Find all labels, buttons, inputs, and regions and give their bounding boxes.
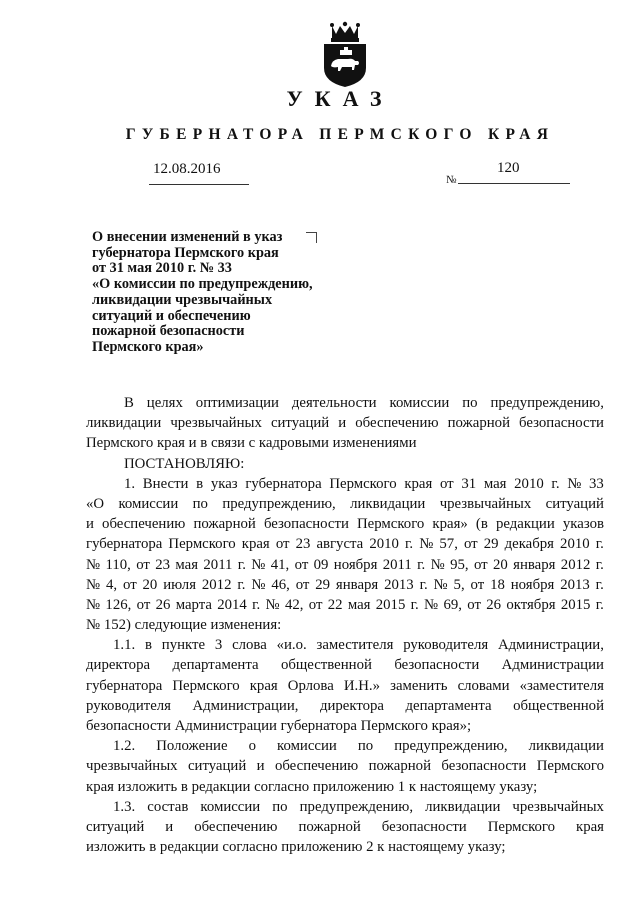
word: ситуаций — [86, 818, 145, 835]
title-line: О внесении изменений в указ — [92, 229, 283, 245]
word: края — [576, 818, 604, 835]
document-body — [86, 393, 604, 857]
document-title — [92, 230, 362, 356]
item1-line — [86, 595, 604, 615]
word: губернатора — [86, 536, 163, 553]
preamble-line — [86, 393, 604, 413]
word: Орлова — [287, 677, 334, 694]
item1-1-line — [86, 676, 604, 696]
word: 1.2. — [113, 738, 136, 755]
word: 69, — [443, 596, 462, 613]
word: от — [463, 536, 478, 553]
item1-line — [86, 494, 604, 514]
word: г. — [595, 536, 604, 553]
word: Пермского — [536, 758, 604, 775]
word: 2012 — [201, 576, 232, 593]
word: указ — [210, 475, 238, 492]
word: Администрации — [501, 657, 604, 674]
title-line: пожарной безопасности — [92, 323, 245, 340]
word: 4, — [106, 576, 118, 593]
document-type-heading: УКАЗ — [286, 86, 394, 111]
word: ликвидации — [528, 738, 604, 755]
word: № — [419, 536, 434, 553]
word: г. — [237, 576, 246, 593]
word: словами — [457, 677, 510, 694]
word: 1.3. — [113, 798, 136, 815]
word: 5, — [453, 576, 465, 593]
word: октября — [506, 596, 556, 613]
word: И.Н.» — [343, 677, 381, 694]
word: пункте — [161, 637, 206, 654]
word: обеспечению — [102, 516, 186, 533]
word: губернатора — [86, 677, 163, 694]
word: от — [295, 576, 310, 593]
word: чрезвычайных — [439, 495, 532, 512]
word: чрезвычайных — [170, 415, 262, 432]
word: от — [294, 556, 309, 573]
item1-line — [86, 514, 604, 534]
word: 46, — [271, 576, 290, 593]
word: ситуаций — [545, 495, 604, 512]
word: января — [513, 556, 556, 573]
word: г. — [410, 596, 419, 613]
word: № — [251, 556, 266, 573]
word: ситуаций — [270, 415, 330, 432]
word: пожарной — [193, 516, 256, 533]
word: 2010 — [514, 475, 544, 492]
word: обеспечению — [194, 818, 278, 835]
word: марта — [175, 596, 212, 613]
word: августа — [316, 536, 364, 553]
word: 1.1. — [113, 637, 136, 654]
word: Пермского — [329, 475, 397, 492]
word: обеспечению — [274, 758, 359, 775]
decree-word: ПОСТАНОВЛЯЮ: — [124, 455, 245, 472]
word: 126, — [105, 596, 132, 613]
word: губернатора — [245, 475, 322, 492]
word: 29 — [483, 536, 499, 553]
word: 2013 — [560, 576, 590, 593]
word: края — [249, 677, 278, 694]
preamble-line — [86, 413, 604, 433]
title-line: губернатора Пермского края — [92, 244, 279, 261]
word: безопасности — [381, 818, 467, 835]
word: 26 — [155, 596, 171, 613]
word: и — [338, 415, 347, 432]
word: и — [165, 818, 174, 835]
word: мая — [483, 475, 507, 492]
word: комиссии — [389, 395, 450, 411]
word: заменить — [390, 677, 448, 694]
item1-1-line — [86, 696, 604, 716]
word: департамента — [405, 697, 492, 714]
word: № — [430, 556, 445, 573]
word: № — [86, 556, 101, 573]
word: комиссии — [277, 738, 337, 755]
word: от — [473, 556, 488, 573]
word: состав — [147, 798, 189, 815]
word: края — [241, 536, 270, 553]
word: ликвидации — [350, 495, 426, 512]
date-underline — [149, 184, 249, 185]
word: безопасности — [441, 758, 527, 775]
word: 31 — [461, 475, 477, 492]
word: 2013 — [384, 576, 414, 593]
word: № — [265, 596, 280, 613]
perm-krai-coat-of-arms-icon — [318, 20, 372, 88]
word: 2011 — [203, 556, 233, 573]
word: мая — [347, 596, 371, 613]
word: директора — [86, 657, 151, 674]
word: 2015 — [375, 596, 406, 613]
word: пожарной — [368, 758, 431, 775]
item1-2-line — [86, 756, 604, 776]
word: 2011 — [382, 556, 412, 573]
word: декабря — [504, 536, 554, 553]
number-sign: № — [446, 174, 457, 186]
word: г. — [252, 596, 261, 613]
word: в — [145, 637, 152, 654]
word: № — [86, 576, 101, 593]
word: от — [470, 576, 485, 593]
word: 18 — [490, 576, 505, 593]
word: предупреждению, — [394, 738, 508, 755]
word: безопасности — [394, 657, 480, 674]
word: редакции — [495, 516, 555, 533]
title-line: «О комиссии по предупреждению, — [92, 276, 313, 293]
word: края» — [432, 516, 468, 533]
word: указов — [562, 516, 604, 533]
word: 26 — [486, 596, 502, 613]
preamble-line: Пермского края и в связи с кадровыми изменениями — [86, 435, 417, 452]
word: общественной — [280, 657, 372, 674]
word: в — [196, 475, 204, 492]
word: 20 — [142, 576, 158, 593]
word: безопасности — [519, 415, 604, 432]
word: о — [248, 738, 256, 755]
word: безопасности — [263, 516, 349, 533]
word: от — [136, 596, 151, 613]
word: общественной — [513, 697, 604, 714]
item1-2-line — [86, 736, 604, 756]
word: 2010 — [369, 536, 399, 553]
word: руководителя — [403, 637, 489, 654]
word: В — [124, 395, 134, 411]
item1-1-line — [86, 655, 604, 675]
word: г. — [405, 536, 414, 553]
word: обеспечению — [355, 415, 439, 432]
word: чрезвычайных — [86, 758, 178, 775]
number-underline — [458, 183, 570, 184]
word: от — [136, 556, 150, 573]
word: предупреждению, — [222, 495, 336, 512]
word: ликвидации — [86, 415, 162, 432]
word: 2014 — [217, 596, 247, 613]
word: руководителя — [86, 697, 171, 714]
word: «и.о. — [276, 637, 307, 654]
document-date: 12.08.2016 — [153, 161, 221, 177]
word: 23 — [155, 556, 171, 573]
word: чрезвычайных — [512, 798, 604, 815]
word: Положение — [156, 738, 228, 755]
title-line: от 31 мая 2010 г. № 33 — [92, 260, 232, 277]
word: по — [462, 395, 478, 411]
word: 2012 — [560, 556, 591, 573]
item1-1-line: безопасности Администрации губернатора Пермского края»; — [86, 718, 472, 734]
title-line: ситуаций и обеспечению — [92, 307, 251, 324]
title-line: Пермского края» — [92, 338, 204, 355]
document-number: 120 — [497, 160, 520, 176]
word: по — [192, 495, 208, 512]
title-line: ликвидации чрезвычайных — [92, 291, 273, 308]
word: № — [433, 576, 448, 593]
word: комиссии — [118, 495, 179, 512]
word: ликвидации — [425, 798, 501, 815]
word: г. — [595, 596, 604, 613]
item1-3-line — [86, 817, 604, 837]
item1-1-line — [86, 635, 604, 655]
document-issuer-heading: ГУБЕРНАТОРА ПЕРМСКОГО КРАЯ — [125, 126, 555, 143]
word: 41, — [270, 556, 290, 573]
word: 23 — [295, 536, 311, 553]
word: Пермского — [172, 677, 240, 694]
word: и — [86, 516, 94, 533]
word: по — [272, 798, 288, 815]
word: Пермского — [168, 536, 236, 553]
word: пожарной — [447, 415, 510, 432]
word: предупреждению, — [490, 395, 604, 411]
word: г. — [419, 576, 428, 593]
word: г. — [551, 475, 560, 492]
word: Пермского — [487, 818, 556, 835]
word: 22 — [327, 596, 343, 613]
item1-3-line: изложить в редакции согласно приложению 2 к настоящему указу; — [86, 839, 506, 856]
word: «О — [86, 495, 105, 512]
item1-2-line: края изложить в редакции согласно приложению 1 к настоящему указу; — [86, 778, 538, 795]
word: № — [251, 576, 266, 593]
word: июля — [163, 576, 196, 593]
word: № — [86, 596, 101, 613]
word: от — [275, 536, 290, 553]
word: Внести — [142, 475, 189, 492]
word: директора — [319, 697, 384, 714]
word: края — [404, 475, 433, 492]
word: по — [357, 738, 374, 755]
word: целях — [146, 395, 183, 411]
word: 57, — [439, 536, 458, 553]
word: 20 — [492, 556, 508, 573]
word: ноября — [510, 576, 555, 593]
word: и — [256, 758, 265, 775]
word: г. — [417, 556, 426, 573]
item1-line — [86, 555, 604, 575]
item1-3-line — [86, 797, 604, 817]
word: № — [424, 596, 439, 613]
word: от — [122, 576, 137, 593]
word: пожарной — [298, 818, 361, 835]
item1-line — [86, 474, 604, 494]
word: 33 — [589, 475, 604, 492]
word: г. — [595, 576, 604, 593]
word: 95, — [450, 556, 469, 573]
word: Администрации, — [497, 637, 604, 654]
word: г. — [237, 556, 246, 573]
word: № — [567, 475, 582, 492]
word: Администрации, — [192, 697, 299, 714]
word: 29 — [315, 576, 331, 593]
word: деятельности — [291, 395, 377, 411]
word: от — [439, 475, 454, 492]
word: 1. — [124, 475, 136, 492]
word: 42, — [284, 596, 304, 613]
word: г. — [595, 556, 604, 573]
word: комиссии — [200, 798, 261, 815]
word: 3 — [214, 637, 223, 654]
word: ноября — [333, 556, 378, 573]
word: «заместителя — [519, 677, 604, 694]
word: Пермского — [357, 516, 425, 533]
word: (в — [475, 516, 488, 533]
word: заместителя — [316, 637, 394, 654]
word: от — [308, 596, 323, 613]
word: оптимизации — [195, 395, 279, 411]
word: слова — [232, 637, 267, 654]
word: 09 — [313, 556, 329, 573]
word: мая — [175, 556, 199, 573]
word: от — [467, 596, 481, 613]
item1-line — [86, 575, 604, 595]
word: ситуаций — [187, 758, 247, 775]
item1-line — [86, 534, 604, 554]
word: 2010 — [560, 536, 590, 553]
word: 2015 — [560, 596, 591, 613]
word: предупреждению, — [299, 798, 414, 815]
word: 110, — [105, 556, 131, 573]
word: января — [335, 576, 379, 593]
item1-line: № 152) следующие изменения: — [86, 617, 282, 634]
word: департамента — [172, 657, 259, 674]
